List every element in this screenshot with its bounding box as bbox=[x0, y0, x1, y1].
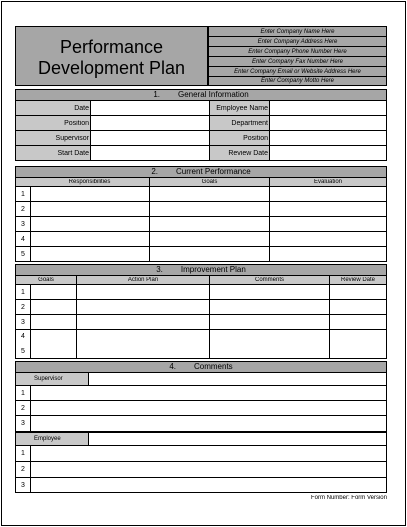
row-number: 5 bbox=[21, 347, 25, 355]
section-1-number: 1. bbox=[153, 90, 160, 99]
company-email-field[interactable]: Enter Company Email or Website Address Here bbox=[209, 67, 386, 77]
section-3-number: 3. bbox=[156, 265, 163, 274]
employee-name-field[interactable] bbox=[272, 101, 386, 115]
form-page bbox=[1, 1, 406, 526]
row-number: 3 bbox=[21, 482, 25, 489]
row-number: 2 bbox=[21, 466, 25, 473]
section-2-title: Current Performance bbox=[175, 167, 251, 176]
employee-position-label: Position bbox=[243, 135, 268, 142]
row-number: 1 bbox=[21, 288, 25, 296]
footer-form-info: Form Number: Form Version bbox=[310, 495, 387, 501]
company-info-block bbox=[208, 26, 387, 86]
section-3-header bbox=[15, 264, 387, 276]
title-block bbox=[15, 26, 208, 86]
supervisor-label: Supervisor bbox=[16, 373, 89, 386]
row-number: 2 bbox=[21, 404, 25, 412]
col-goals: Goals bbox=[38, 277, 54, 283]
company-motto-field[interactable]: Enter Company Motto Here bbox=[260, 78, 335, 84]
company-name-field[interactable]: Enter Company Name Here bbox=[209, 27, 386, 37]
col-comments: Comments bbox=[254, 277, 284, 283]
row-number: 2 bbox=[21, 303, 25, 311]
date-label: Date bbox=[74, 105, 89, 112]
department-field[interactable] bbox=[272, 116, 386, 130]
general-info-grid bbox=[15, 101, 387, 161]
row-number: 1 bbox=[21, 450, 25, 457]
section-3-title: Improvement Plan bbox=[180, 265, 246, 274]
start-date-field[interactable] bbox=[92, 146, 208, 160]
section-4-title: Comments bbox=[193, 362, 233, 371]
supervisor-field[interactable] bbox=[92, 131, 208, 145]
section-2-number: 2. bbox=[151, 167, 158, 176]
section-4-number: 4. bbox=[169, 362, 176, 371]
form-title-line1: Performance bbox=[59, 37, 164, 57]
company-fax-field[interactable]: Enter Company Fax Number Here bbox=[209, 57, 386, 67]
form-title-line2: Development Plan bbox=[37, 58, 186, 78]
date-field[interactable] bbox=[92, 101, 208, 115]
col-action-plan: Action Plan bbox=[127, 277, 159, 283]
section-2-header bbox=[15, 166, 387, 178]
row-number: 1 bbox=[21, 389, 25, 397]
employee-name-label: Employee Name bbox=[216, 105, 268, 112]
department-label: Department bbox=[231, 120, 268, 127]
row-number: 4 bbox=[21, 235, 25, 243]
employee-position-field[interactable] bbox=[272, 131, 386, 145]
row-number: 3 bbox=[21, 419, 25, 427]
position-field[interactable] bbox=[92, 116, 208, 130]
row-number: 3 bbox=[21, 318, 25, 326]
row-number: 1 bbox=[21, 190, 25, 198]
review-date-field[interactable] bbox=[272, 146, 386, 160]
current-performance-table bbox=[15, 178, 387, 262]
company-phone-field[interactable]: Enter Company Phone Number Here bbox=[209, 47, 386, 57]
section-4-header bbox=[15, 361, 387, 373]
row-number: 4 bbox=[21, 332, 25, 340]
supervisor-label: Supervisor bbox=[55, 135, 89, 142]
start-date-label: Start Date bbox=[57, 150, 89, 157]
position-label: Position bbox=[64, 120, 89, 127]
supervisor-comments bbox=[15, 373, 387, 432]
review-date-label: Review Date bbox=[228, 150, 268, 157]
employee-label: Employee bbox=[16, 433, 89, 446]
row-number: 3 bbox=[21, 220, 25, 228]
col-responsibilities: Responsibilities bbox=[68, 179, 111, 185]
section-1-title: General Information bbox=[177, 90, 249, 99]
col-goals: Goals bbox=[201, 179, 218, 185]
col-review-date: Review Date bbox=[340, 277, 375, 283]
row-number: 5 bbox=[21, 250, 25, 258]
row-number: 2 bbox=[21, 205, 25, 213]
col-evaluation: Evaluation bbox=[313, 179, 343, 185]
company-address-field[interactable]: Enter Company Address Here bbox=[209, 37, 386, 47]
employee-comments bbox=[15, 432, 387, 493]
improvement-plan-table bbox=[15, 276, 387, 359]
section-1-header bbox=[15, 89, 387, 101]
